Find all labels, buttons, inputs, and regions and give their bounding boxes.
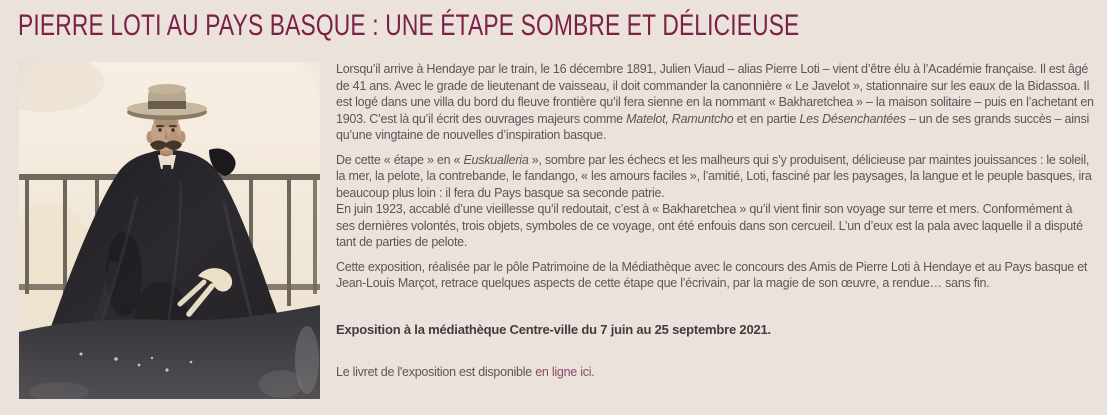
paragraph-exposition <box>336 259 1094 292</box>
text-segment: et en partie <box>733 111 800 126</box>
italic-text: Euskualleria <box>463 152 529 167</box>
text-segment: De cette « étape » en « <box>336 152 464 167</box>
italic-text: Matelot, Ramuntcho <box>626 111 734 126</box>
text-segment: Le livret de l'exposition est disponible <box>336 365 536 379</box>
italic-text: Les Désenchantées <box>799 111 906 126</box>
text-segment: En juin 1923, accablé d’une vieillesse qu’il redoutait, c’est à « Bakharetchea » qu’il vient finir son voyage sur terre et mers. Conformément à ses dernières volontés, trois objets, symboles de ce voyage, ont été enfouis dans son cercueil. L’un d’eux est la pala avec laquelle il a disputé tant de parties de pelote. <box>336 202 1083 249</box>
article-text <box>336 61 1094 389</box>
paragraph-etape <box>336 152 1094 251</box>
paragraph-biography <box>336 61 1094 144</box>
sepia-tint <box>19 62 320 399</box>
photo-frame <box>19 62 320 399</box>
text-segment: », sombre par les échecs et les malheurs qui s’y produisent, délicieuse par maintes jouissances : le soleil, la mer, la pelote, la contrebande, le fandango, « les amours faciles », l’amitié, Loti, fasciné par les paysages, la langue et le peuple basques, ira beaucoup plus loin : il fera du Pays basque sa seconde patrie. <box>336 152 1092 200</box>
pierre-loti-photo <box>19 62 320 399</box>
text-segment: – un de ses grands succès – ainsi qu’une vingtaine de nouvelles d’inspiration basque. <box>336 111 1089 142</box>
exhibition-dates-line <box>336 322 1094 339</box>
page-title: PIERRE LOTI AU PAYS BASQUE : UNE ÉTAPE SOMBRE ET DÉLICIEUSE <box>18 9 800 42</box>
booklet-online-link[interactable]: en ligne ici. <box>535 365 595 379</box>
bold-text: Exposition à la médiathèque Centre-ville du 7 juin au 25 septembre 2021. <box>336 321 771 337</box>
text-segment: Cette exposition, réalisée par le pôle Patrimoine de la Médiathèque avec le concours des Amis de Pierre Loti à Hendaye et au Pays basque et Jean-Louis Marçot, retrace quelques aspects de cette étape que l’écrivain, par la magie de son œuvre, a rendue… sans fin. <box>336 259 1088 290</box>
booklet-line <box>336 364 1094 381</box>
text-segment: Lorsqu’il arrive à Hendaye par le train, le 16 décembre 1891, Julien Viaud – alias Pierre Loti – vient d’être élu à l’Académie française. Il est âgé de 41 ans. Avec le grade de lieutenant de vaisseau, il doit commander la canonnière « Le Javelot », stationnaire sur les eaux de la Bidassoa. Il est logé dans une villa du bord du fleuve frontière qu’il fera sienne en la nommant « Bakharetchea » – la maison solitaire – puis en l’achetant en 1903. C’est là qu’il écrit des ouvrages majeurs comme <box>336 62 1094 126</box>
